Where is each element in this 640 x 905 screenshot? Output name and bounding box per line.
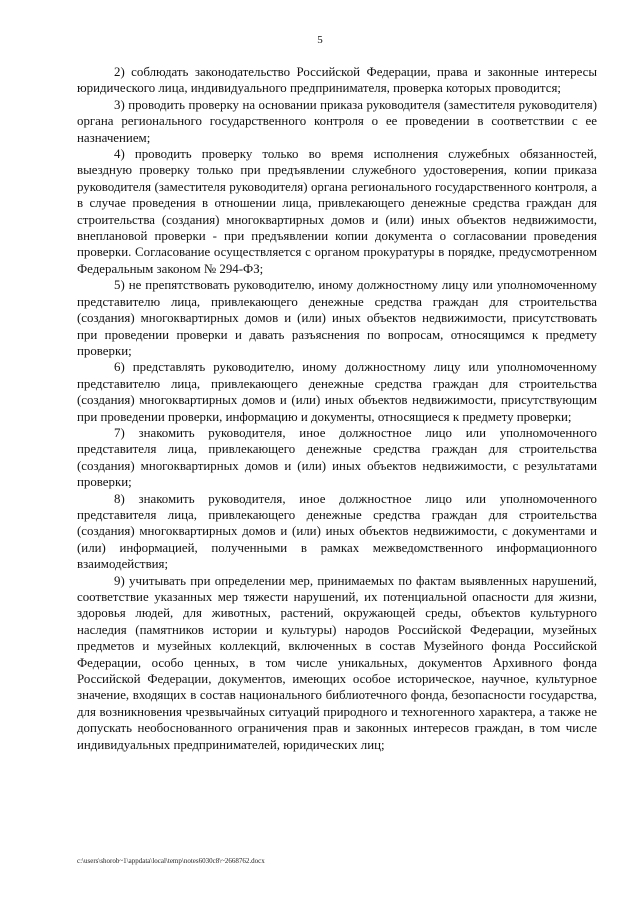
paragraph-item-9: 9) учитывать при определении мер, принимаемых по фактам выявленных нарушений, соответствие указанных мер тяжести нарушений, их потенциальной опасности для жизни, здоровья людей, для животных, растений, окружающей среды, объектов культурного наследия (памятников истории и культуры) народов Российской Федерации, музейных предметов и музейных коллекций, включенных в состав Музейного фонда Российской Федерации, особо ценных, в том числе уникальных, документов Архивного фонда Российской Федерации, документов, имеющих особое историческое, научное, культурное значение, входящих в состав национального библиотечного фонда, безопасности государства, для возникновения чрезвычайных ситуаций природного и техногенного характера, а также не допускать необоснованного ограничения прав и законных интересов граждан, в том числе индивидуальных предпринимателей, юридических лиц; — [77, 573, 597, 752]
footer-file-path: c:\users\shorob~1\appdata\local\temp\notes6030c8\~2668762.docx — [77, 857, 265, 865]
paragraph-item-7: 7) знакомить руководителя, иное должностное лицо или уполномоченного представителя лица, привлекающего денежные средства граждан для строительства (создания) многоквартирных домов и (или) иных объектов недвижимости, с результатами проверки; — [77, 425, 597, 490]
paragraph-item-5: 5) не препятствовать руководителю, иному должностному лицу или уполномоченному представителю лица, привлекающего денежные средства граждан для строительства (создания) многоквартирных домов и (или) иных объектов недвижимости, присутствовать при проведении проверки и давать разъяснения по вопросам, относящимся к предмету проверки; — [77, 278, 597, 358]
paragraph-item-3: 3) проводить проверку на основании приказа руководителя (заместителя руководителя) органа регионального государственного контроля о ее проведении в соответствии с ее назначением; — [77, 97, 597, 145]
document-body — [77, 64, 597, 753]
paragraph-item-6: 6) представлять руководителю, иному должностному лицу или уполномоченному представителю лица, привлекающего денежные средства граждан для строительства (создания) многоквартирных домов и (или) иных объектов недвижимости, присутствующим при проведении проверки, информацию и документы, относящиеся к предмету проверки; — [77, 360, 597, 424]
paragraph-item-4: 4) проводить проверку только во время исполнения служебных обязанностей, выездную проверку только при предъявлении служебного удостоверения, копии приказа руководителя (заместителя руководителя) органа регионального государственного контроля, а в случае проведения в отношении лица, привлекающего денежные средства граждан для строительства (создания) многоквартирных домов и (или) иных объектов недвижимости, внеплановой проверки - при предъявлении копии документа о согласовании проведения проверки. Согласование осуществляется с органом прокуратуры в порядке, предусмотренном Федеральным законом № 294-ФЗ; — [77, 147, 597, 276]
page-number: 5 — [317, 34, 323, 46]
paragraph-item-2: 2) соблюдать законодательство Российской Федерации, права и законные интересы юридического лица, индивидуального предпринимателя, проверка которых проводится; — [77, 65, 597, 96]
paragraph-item-8: 8) знакомить руководителя, иное должностное лицо или уполномоченного представителя лица, привлекающего денежные средства граждан для строительства (создания) многоквартирных домов и (или) иных объектов недвижимости, с документами и (или) информацией, полученными в рамках межведомственного информационного взаимодействия; — [77, 491, 597, 572]
